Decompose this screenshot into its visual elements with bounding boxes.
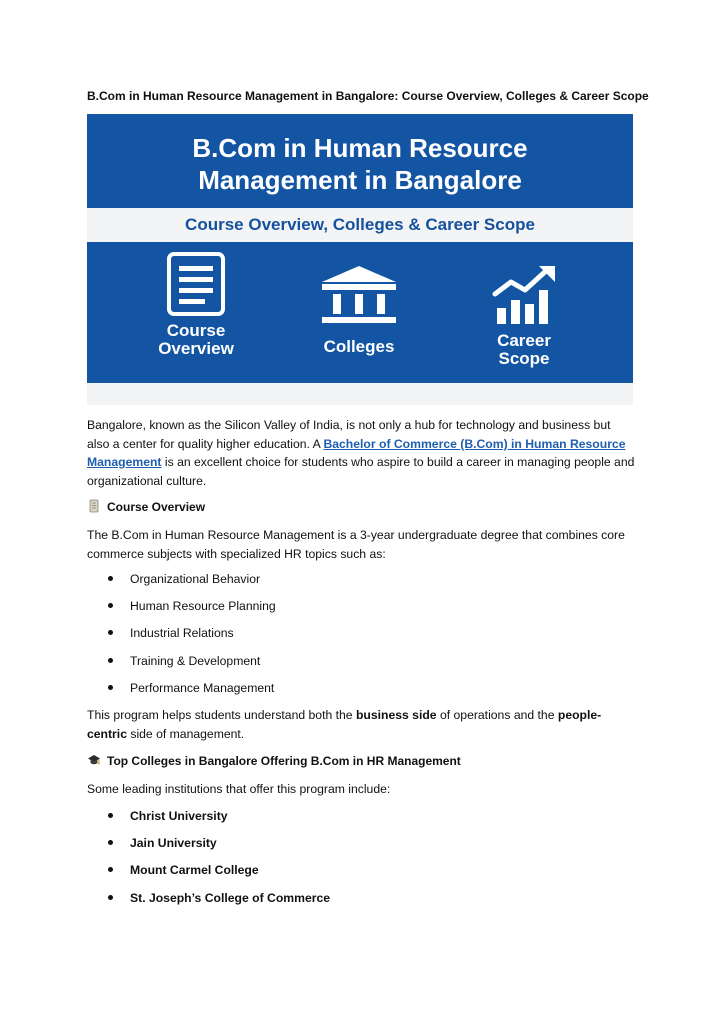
topic-text: Human Resource Planning xyxy=(130,599,276,614)
closing-text: This program helps students understand both the xyxy=(87,708,356,722)
feature-label-course-overview: Course Overview xyxy=(158,321,234,358)
topic-text: Training & Development xyxy=(130,653,261,668)
document-icon xyxy=(167,252,225,316)
closing-text: of operations and the xyxy=(436,708,558,722)
feature-colleges xyxy=(299,264,419,356)
feature-label-colleges: Colleges xyxy=(323,337,395,356)
bullet-icon xyxy=(108,576,113,581)
bullet-icon xyxy=(108,867,113,872)
college-name: Christ University xyxy=(130,809,228,823)
bullet-icon xyxy=(108,840,113,845)
list-item xyxy=(87,890,635,917)
topic-text: Performance Management xyxy=(130,680,275,695)
feature-course-overview xyxy=(136,252,256,358)
course-overview-heading-text: Course Overview xyxy=(107,500,206,514)
colleges-list xyxy=(87,808,635,917)
college-name: St. Joseph’s College of Commerce xyxy=(130,890,331,905)
course-overview-intro: The B.Com in Human Resource Management is a 3-year undergraduate degree that combines core commerce subjects with specialized HR topics such as: xyxy=(87,528,625,561)
hero-banner xyxy=(87,114,633,405)
banner-heading-line2: Management in Bangalore xyxy=(198,165,522,195)
intro-text-after-link: is an excellent choice for students who aspire to build a career in managing people and organizational culture. xyxy=(87,455,635,488)
intro-text-before-link: Bangalore, known as the Silicon Valley of India, is not only a hub for technology and business but also a center for quality higher education. A xyxy=(87,418,611,451)
closing-bold-people: people-centric xyxy=(87,708,602,741)
closing-bold-business: business side xyxy=(355,708,437,722)
growth-chart-icon xyxy=(489,264,559,326)
topic-text: Organizational Behavior xyxy=(130,572,261,586)
topic-text: Industrial Relations xyxy=(130,626,234,641)
list-item xyxy=(87,808,635,835)
closing-text: side of management. xyxy=(126,726,245,741)
bullet-icon xyxy=(108,685,113,690)
building-columns-icon xyxy=(319,264,399,324)
top-colleges-heading xyxy=(87,753,635,769)
list-item xyxy=(87,625,635,652)
course-overview-heading xyxy=(87,499,635,515)
feature-label-career-scope: Career Scope xyxy=(497,331,551,368)
hr-topics-list xyxy=(87,571,635,707)
banner-heading xyxy=(87,132,633,196)
list-item xyxy=(87,680,635,707)
list-item xyxy=(87,598,635,625)
course-overview-closing xyxy=(87,706,635,743)
bcom-hr-link[interactable]: Bachelor of Commerce (B.Com) in Human Resource Management xyxy=(87,436,626,469)
bullet-icon xyxy=(108,658,113,663)
list-item xyxy=(87,862,635,889)
banner-bottom-strip xyxy=(87,383,633,405)
document-title: B.Com in Human Resource Management in Bangalore: Course Overview, Colleges & Career Scope xyxy=(87,89,649,103)
graduation-cap-icon xyxy=(87,753,101,767)
bullet-icon xyxy=(108,630,113,635)
list-item xyxy=(87,653,635,680)
list-item xyxy=(87,571,635,598)
top-colleges-intro: Some leading institutions that offer this program include: xyxy=(87,782,391,796)
list-item xyxy=(87,835,635,862)
bullet-icon xyxy=(108,895,113,900)
intro-paragraph xyxy=(87,416,635,490)
bullet-icon xyxy=(108,813,113,818)
banner-subheading: Course Overview, Colleges & Career Scope xyxy=(185,215,535,234)
top-colleges-heading-text: Top Colleges in Bangalore Offering B.Com in HR Management xyxy=(107,754,461,768)
feature-career-scope xyxy=(464,264,584,368)
banner-heading-line1: B.Com in Human Resource xyxy=(192,133,528,163)
scroll-icon xyxy=(87,499,101,513)
bullet-icon xyxy=(108,603,113,608)
college-name: Mount Carmel College xyxy=(130,863,259,878)
college-name: Jain University xyxy=(130,836,217,851)
